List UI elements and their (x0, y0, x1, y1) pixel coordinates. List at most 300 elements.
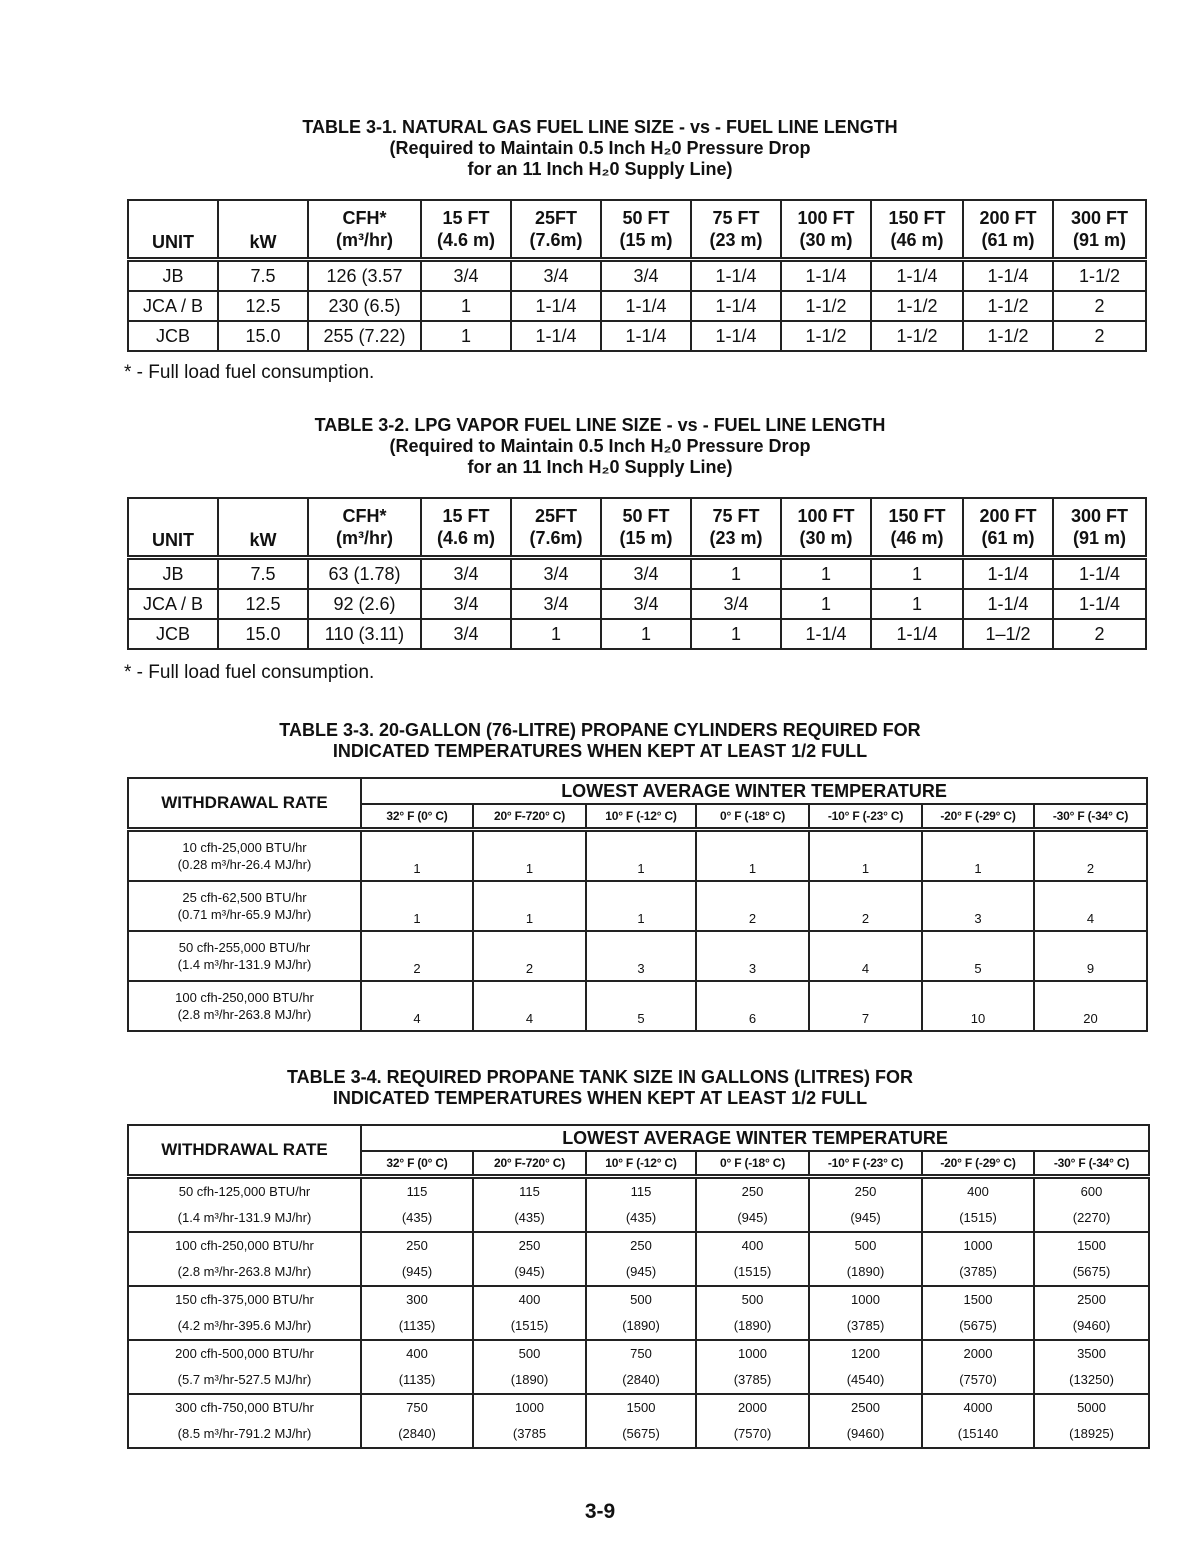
litres-value: (7570) (733, 1426, 772, 1441)
table-cell: 1 (511, 619, 601, 649)
table2-caption (0, 415, 1200, 478)
column-header-unit: (7.6m) (529, 528, 583, 548)
column-header-unit: (m³/hr) (336, 230, 393, 250)
gallons-value: 1500 (626, 1400, 656, 1415)
temperature-header: -10° F (-23° C) (809, 804, 922, 830)
value-cell: 3 (586, 931, 696, 981)
value-cell: 1 (473, 830, 586, 882)
column-header-line: kW (249, 232, 277, 252)
withdrawal-rate-line: 100 cfh-250,000 BTU/hr (175, 990, 314, 1005)
value-cell (696, 1394, 809, 1448)
value-cell (696, 1340, 809, 1394)
value-cell: 20 (1034, 981, 1147, 1031)
table-cell: 3/4 (601, 558, 691, 590)
table1-caption (0, 117, 1200, 180)
value-cell (1034, 1340, 1149, 1394)
value-cell (809, 1286, 922, 1340)
table1-title-line1: TABLE 3-1. NATURAL GAS FUEL LINE SIZE - vs - FUEL LINE LENGTH (302, 117, 898, 137)
unit-cell: JCB (128, 619, 218, 649)
temperature-header: -20° F (-29° C) (922, 1151, 1034, 1177)
gallons-value: 1000 (515, 1400, 544, 1415)
withdrawal-rate-line: (0.28 m³/hr-26.4 MJ/hr) (177, 857, 312, 872)
value-cell: 1 (696, 830, 809, 882)
table-cell: 1-1/2 (963, 291, 1053, 321)
temperature-header: -20° F (-29° C) (922, 804, 1034, 830)
gallons-value: 1500 (1077, 1238, 1106, 1253)
table-cell: 92 (2.6) (308, 589, 421, 619)
gallons-value: 250 (518, 1238, 541, 1253)
column-header-unit: (4.6 m) (436, 230, 496, 250)
value-cell (922, 1340, 1034, 1394)
column-header-line: 200 FT (979, 208, 1037, 228)
litres-value: (3785 (512, 1426, 547, 1441)
column-header (871, 498, 963, 558)
table-cell: 1-1/2 (1053, 260, 1146, 292)
litres-value: (9460) (1072, 1318, 1111, 1333)
table-row (128, 830, 1147, 882)
litres-value: (4540) (846, 1372, 885, 1387)
table-cell: 1-1/4 (781, 619, 871, 649)
table-row (128, 981, 1147, 1031)
value-cell: 2 (696, 881, 809, 931)
litres-value: (435) (514, 1210, 545, 1225)
gallons-value: 300 (406, 1292, 428, 1307)
value-cell (473, 1340, 586, 1394)
value-cell (696, 1177, 809, 1233)
table-cell: 1 (781, 558, 871, 590)
table4-title-line1: TABLE 3-4. REQUIRED PROPANE TANK SIZE IN GALLONS (LITRES) FOR (286, 1067, 914, 1087)
column-header-line: 200 FT (979, 506, 1037, 526)
withdrawal-rate-line: 200 cfh-500,000 BTU/hr (175, 1346, 314, 1361)
litres-value: (435) (625, 1210, 657, 1225)
litres-value: (945) (737, 1210, 768, 1225)
column-header (1053, 498, 1146, 558)
gallons-value: 400 (406, 1346, 428, 1361)
table-cell: 1 (691, 558, 781, 590)
unit-cell: JB (128, 260, 218, 292)
column-header (511, 200, 601, 260)
column-header (308, 200, 421, 260)
value-cell (1034, 1286, 1149, 1340)
withdrawal-rate-cell (128, 981, 361, 1031)
column-header (218, 200, 308, 260)
temperature-header: 10° F (-12° C) (586, 804, 696, 830)
table-cell: 7.5 (218, 260, 308, 292)
withdrawal-rate-line: 150 cfh-375,000 BTU/hr (175, 1292, 314, 1307)
value-cell (1034, 1232, 1149, 1286)
gallons-value: 1200 (851, 1346, 880, 1361)
temperature-header: -10° F (-23° C) (809, 1151, 922, 1177)
table-row (128, 291, 1146, 321)
table-row (128, 619, 1146, 649)
gallons-value: 1500 (963, 1292, 993, 1307)
unit-cell: JB (128, 558, 218, 590)
column-header-unit: (m³/hr) (336, 528, 393, 548)
withdrawal-rate-line: 10 cfh-25,000 BTU/hr (182, 840, 307, 855)
withdrawal-rate-cell (128, 830, 361, 882)
table2-header-row (128, 498, 1146, 558)
litres-value: (1515) (510, 1318, 549, 1333)
table-cell: 255 (7.22) (308, 321, 421, 351)
temperature-header: -30° F (-34° C) (1034, 1151, 1149, 1177)
table3-title-line1: TABLE 3-3. 20-GALLON (76-LITRE) PROPANE CYLINDERS REQUIRED FOR (279, 720, 921, 740)
value-cell (361, 1394, 473, 1448)
litres-value: (5675) (1072, 1264, 1111, 1279)
table-cell: 1-1/4 (511, 291, 601, 321)
gallons-value: 115 (630, 1184, 652, 1199)
gallons-value: 1000 (738, 1346, 767, 1361)
table-cell: 230 (6.5) (308, 291, 421, 321)
table-cell: 1-1/4 (511, 321, 601, 351)
gallons-value: 250 (854, 1184, 877, 1199)
table-cell: 63 (1.78) (308, 558, 421, 590)
table2-lpg-vapor-fuel-line (127, 497, 1147, 650)
value-cell (361, 1286, 473, 1340)
litres-value: (945) (401, 1264, 433, 1279)
page-number: 3-9 (584, 1500, 616, 1523)
column-header-unit: (23 m) (709, 230, 763, 250)
table-cell: 1 (691, 619, 781, 649)
column-header-unit: (4.6 m) (436, 528, 496, 548)
value-cell: 4 (1034, 881, 1147, 931)
value-cell: 3 (922, 881, 1034, 931)
litres-value: (1890) (733, 1318, 772, 1333)
value-cell: 1 (922, 830, 1034, 882)
withdrawal-rate-line: (4.2 m³/hr-395.6 MJ/hr) (177, 1318, 312, 1333)
table-cell: 12.5 (218, 291, 308, 321)
litres-value: (945) (625, 1264, 657, 1279)
gallons-value: 400 (518, 1292, 541, 1307)
temperature-header: 20° F-720° C) (473, 1151, 586, 1177)
column-header-line: 100 FT (797, 506, 855, 526)
table-row (128, 1340, 1149, 1394)
value-cell: 2 (473, 931, 586, 981)
table-row (128, 1177, 1149, 1233)
column-header-line: kW (249, 530, 277, 550)
value-cell (922, 1286, 1034, 1340)
gallons-value: 1000 (851, 1292, 880, 1307)
column-header-line: 50 FT (622, 506, 670, 526)
table-cell: 3/4 (421, 619, 511, 649)
gallons-value: 750 (630, 1346, 652, 1361)
gallons-value: 750 (406, 1400, 428, 1415)
table4-withdrawal-rate-header: WITHDRAWAL RATE (128, 1125, 361, 1177)
column-header-line: CFH* (342, 506, 387, 526)
table-row (128, 881, 1147, 931)
column-header-unit: (46 m) (890, 230, 944, 250)
column-header-line: 25FT (534, 506, 577, 526)
temperature-header: 0° F (-18° C) (696, 1151, 809, 1177)
value-cell (473, 1232, 586, 1286)
litres-value: (1135) (398, 1318, 436, 1333)
table-cell: 1 (781, 589, 871, 619)
table-cell: 7.5 (218, 558, 308, 590)
gallons-value: 250 (406, 1238, 428, 1253)
value-cell (361, 1232, 473, 1286)
litres-value: (5675) (622, 1426, 660, 1441)
table-cell: 3/4 (421, 558, 511, 590)
value-cell: 1 (586, 830, 696, 882)
table-cell: 1-1/4 (601, 321, 691, 351)
table3-title-line2: INDICATED TEMPERATURES WHEN KEPT AT LEAST 1/2 FULL (332, 741, 868, 761)
value-cell (922, 1232, 1034, 1286)
table-cell: 1-1/4 (963, 558, 1053, 590)
value-cell (586, 1232, 696, 1286)
withdrawal-rate-line: 25 cfh-62,500 BTU/hr (182, 890, 307, 905)
table-cell: 1-1/4 (871, 619, 963, 649)
temperature-header: 32° F (0° C) (361, 804, 473, 830)
value-cell (586, 1177, 696, 1233)
table1-header-row (128, 200, 1146, 260)
column-header-unit: (61 m) (981, 230, 1035, 250)
litres-value: (13250) (1069, 1372, 1114, 1387)
table-cell: 15.0 (218, 321, 308, 351)
table-cell: 1-1/2 (781, 321, 871, 351)
withdrawal-rate-line: (1.4 m³/hr-131.9 MJ/hr) (177, 957, 312, 972)
table-row (128, 321, 1146, 351)
gallons-value: 3500 (1077, 1346, 1106, 1361)
table-cell: 1 (871, 589, 963, 619)
table-cell: 3/4 (421, 260, 511, 292)
table1-footnote: * - Full load fuel consumption. (124, 362, 375, 383)
gallons-value: 500 (741, 1292, 764, 1307)
table-cell: 1 (421, 321, 511, 351)
value-cell: 4 (473, 981, 586, 1031)
column-header-unit: (91 m) (1072, 528, 1126, 548)
gallons-value: 500 (518, 1346, 541, 1361)
column-header (421, 498, 511, 558)
withdrawal-rate-cell (128, 1232, 361, 1286)
value-cell (696, 1286, 809, 1340)
column-header (128, 200, 218, 260)
value-cell: 1 (361, 881, 473, 931)
table-cell: 2 (1053, 619, 1146, 649)
value-cell: 1 (361, 830, 473, 882)
table-cell: 1-1/4 (1053, 558, 1146, 590)
table-cell: 3/4 (691, 589, 781, 619)
temperature-header: 0° F (-18° C) (696, 804, 809, 830)
litres-value: (2840) (622, 1372, 660, 1387)
table-row (128, 589, 1146, 619)
table-row (128, 1394, 1149, 1448)
value-cell (1034, 1177, 1149, 1233)
table-cell: 3/4 (511, 260, 601, 292)
column-header (1053, 200, 1146, 260)
gallons-value: 115 (406, 1184, 428, 1199)
gallons-value: 2000 (963, 1346, 993, 1361)
unit-cell: JCA / B (128, 589, 218, 619)
value-cell: 9 (1034, 931, 1147, 981)
column-header-unit: (30 m) (799, 528, 853, 548)
table-cell: 1-1/2 (963, 321, 1053, 351)
table2-title-line1: TABLE 3-2. LPG VAPOR FUEL LINE SIZE - vs - FUEL LINE LENGTH (314, 415, 886, 435)
value-cell: 5 (922, 931, 1034, 981)
value-cell: 2 (1034, 830, 1147, 882)
column-header (308, 498, 421, 558)
column-header-unit: (61 m) (981, 528, 1035, 548)
withdrawal-rate-line: (5.7 m³/hr-527.5 MJ/hr) (177, 1372, 312, 1387)
litres-value: (3785) (959, 1264, 997, 1279)
gallons-value: 1000 (963, 1238, 993, 1253)
table-cell: 1-1/2 (871, 291, 963, 321)
gallons-value: 400 (741, 1238, 764, 1253)
litres-value: (5675) (959, 1318, 997, 1333)
gallons-value: 115 (519, 1184, 540, 1199)
table-cell: 1-1/4 (963, 589, 1053, 619)
litres-value: (945) (514, 1264, 545, 1279)
gallons-value: 2000 (738, 1400, 767, 1415)
litres-value: (1890) (622, 1318, 660, 1333)
table-cell: 1-1/4 (601, 291, 691, 321)
table-cell: 15.0 (218, 619, 308, 649)
value-cell: 10 (922, 981, 1034, 1031)
litres-value: (1135) (398, 1372, 436, 1387)
column-header-line: 150 FT (888, 208, 946, 228)
value-cell: 6 (696, 981, 809, 1031)
gallons-value: 4000 (963, 1400, 993, 1415)
value-cell: 7 (809, 981, 922, 1031)
column-header-unit: (15 m) (619, 230, 673, 250)
value-cell (809, 1340, 922, 1394)
column-header-line: 25FT (534, 208, 577, 228)
table-cell: 1-1/4 (691, 291, 781, 321)
column-header-unit: (7.6m) (529, 230, 583, 250)
column-header (691, 200, 781, 260)
table-cell: 12.5 (218, 589, 308, 619)
temperature-header: 32° F (0° C) (361, 1151, 473, 1177)
litres-value: (2840) (398, 1426, 436, 1441)
withdrawal-rate-cell (128, 1177, 361, 1233)
table-cell: 3/4 (421, 589, 511, 619)
column-header-line: CFH* (342, 208, 387, 228)
withdrawal-rate-cell (128, 881, 361, 931)
table2-body (128, 558, 1146, 650)
value-cell (473, 1394, 586, 1448)
value-cell: 3 (696, 931, 809, 981)
table-cell: 1-1/4 (1053, 589, 1146, 619)
litres-value: (2270) (1072, 1210, 1111, 1225)
column-header-line: UNIT (152, 530, 194, 550)
column-header (871, 200, 963, 260)
value-cell: 5 (586, 981, 696, 1031)
column-header (511, 498, 601, 558)
table4-lowest-temp-header: LOWEST AVERAGE WINTER TEMPERATURE (361, 1125, 1149, 1151)
value-cell: 2 (361, 931, 473, 981)
table-row (128, 558, 1146, 590)
table-cell: 1-1/4 (691, 260, 781, 292)
value-cell (586, 1394, 696, 1448)
table2-title-line2: (Required to Maintain 0.5 Inch H₂0 Pressure Drop (389, 436, 811, 456)
withdrawal-rate-line: (8.5 m³/hr-791.2 MJ/hr) (177, 1426, 312, 1441)
table3-propane-cylinders (127, 777, 1148, 1032)
table4-title-line2: INDICATED TEMPERATURES WHEN KEPT AT LEAST 1/2 FULL (332, 1088, 868, 1108)
column-header-line: 150 FT (888, 506, 946, 526)
gallons-value: 2500 (851, 1400, 880, 1415)
column-header (963, 498, 1053, 558)
unit-cell: JCA / B (128, 291, 218, 321)
column-header-line: 300 FT (1070, 208, 1129, 228)
table-row (128, 1232, 1149, 1286)
column-header-line: 75 FT (712, 208, 760, 228)
table-row (128, 260, 1146, 292)
column-header (421, 200, 511, 260)
table-cell: 110 (3.11) (308, 619, 421, 649)
table1-body (128, 260, 1146, 352)
withdrawal-rate-line: 50 cfh-125,000 BTU/hr (178, 1184, 311, 1199)
table-cell: 1-1/2 (781, 291, 871, 321)
column-header-line: 75 FT (712, 506, 760, 526)
table-row (128, 1286, 1149, 1340)
withdrawal-rate-line: (0.71 m³/hr-65.9 MJ/hr) (177, 907, 312, 922)
table-cell: 3/4 (601, 260, 691, 292)
column-header-line: UNIT (152, 232, 194, 252)
gallons-value: 600 (1080, 1184, 1103, 1199)
column-header-line: 15 FT (442, 208, 490, 228)
value-cell: 1 (473, 881, 586, 931)
litres-value: (3785) (733, 1372, 772, 1387)
table-cell: 1 (601, 619, 691, 649)
table3-lowest-temp-header: LOWEST AVERAGE WINTER TEMPERATURE (361, 778, 1147, 804)
withdrawal-rate-line: (2.8 m³/hr-263.8 MJ/hr) (177, 1007, 312, 1022)
temperature-header: 20° F-720° C) (473, 804, 586, 830)
value-cell (922, 1177, 1034, 1233)
table1-title-line2: (Required to Maintain 0.5 Inch H₂0 Pressure Drop (389, 138, 811, 158)
table-cell: 1–1/2 (963, 619, 1053, 649)
table-cell: 3/4 (511, 558, 601, 590)
value-cell (473, 1177, 586, 1233)
column-header (963, 200, 1053, 260)
column-header-line: 300 FT (1070, 506, 1129, 526)
value-cell (696, 1232, 809, 1286)
unit-cell: JCB (128, 321, 218, 351)
column-header (781, 200, 871, 260)
withdrawal-rate-cell (128, 1286, 361, 1340)
withdrawal-rate-cell (128, 1394, 361, 1448)
table-cell: 1-1/2 (871, 321, 963, 351)
table-cell: 1-1/4 (691, 321, 781, 351)
withdrawal-rate-line: 100 cfh-250,000 BTU/hr (175, 1238, 314, 1253)
litres-value: (18925) (1069, 1426, 1114, 1441)
value-cell (1034, 1394, 1149, 1448)
table-cell: 1 (871, 558, 963, 590)
litres-value: (945) (850, 1210, 881, 1225)
gallons-value: 2500 (1077, 1292, 1106, 1307)
table1-natural-gas-fuel-line (127, 199, 1147, 352)
column-header-unit: (15 m) (619, 528, 673, 548)
withdrawal-rate-line: 50 cfh-255,000 BTU/hr (178, 940, 311, 955)
column-header (601, 200, 691, 260)
column-header (601, 498, 691, 558)
value-cell (586, 1286, 696, 1340)
gallons-value: 400 (967, 1184, 989, 1199)
litres-value: (9460) (846, 1426, 885, 1441)
table-cell: 1 (421, 291, 511, 321)
column-header (128, 498, 218, 558)
gallons-value: 250 (630, 1238, 652, 1253)
table2-title-line3: for an 11 Inch H₂0 Supply Line) (467, 457, 733, 477)
column-header (781, 498, 871, 558)
litres-value: (1515) (959, 1210, 997, 1225)
table1-title-line3: for an 11 Inch H₂0 Supply Line) (467, 159, 733, 179)
table-cell: 1-1/4 (871, 260, 963, 292)
value-cell (361, 1340, 473, 1394)
table4-propane-tank-size (127, 1124, 1150, 1449)
table-cell: 1-1/4 (963, 260, 1053, 292)
table3-body (128, 830, 1147, 1032)
table3-withdrawal-rate-header: WITHDRAWAL RATE (128, 778, 361, 830)
temperature-header: -30° F (-34° C) (1034, 804, 1147, 830)
value-cell (809, 1394, 922, 1448)
